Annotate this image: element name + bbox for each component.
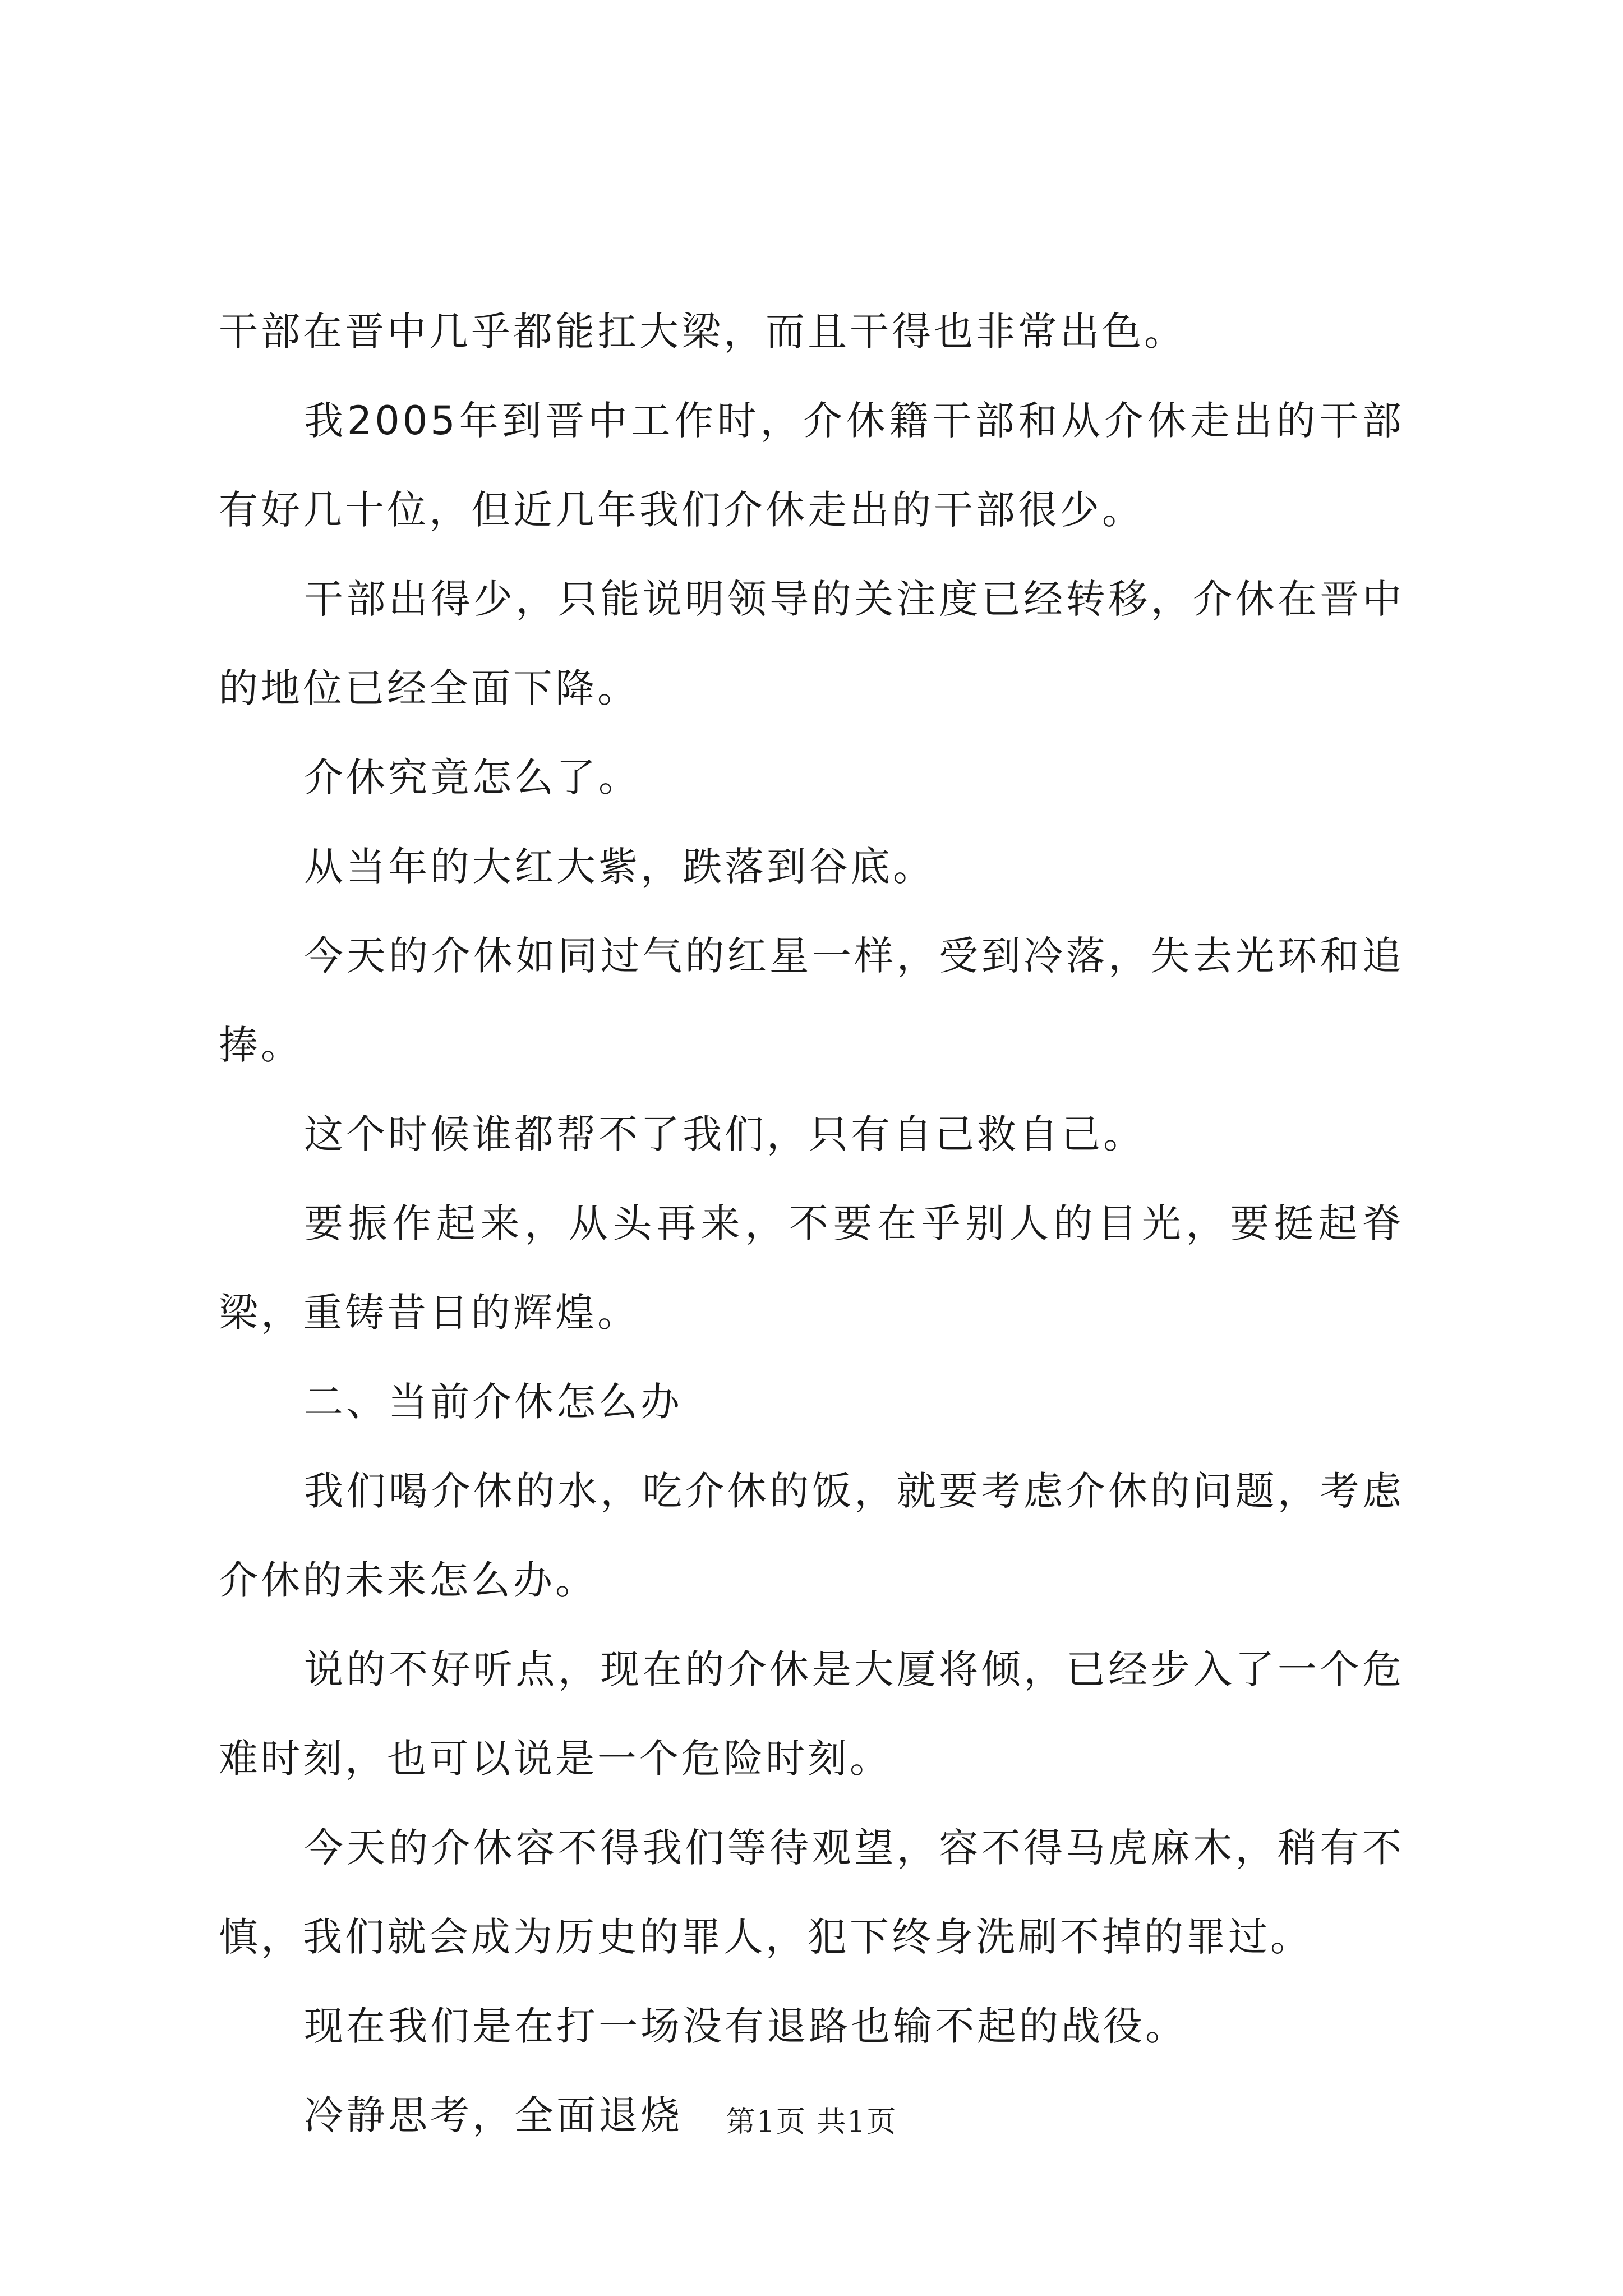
paragraph: 干部出得少，只能说明领导的关注度已经转移，介休在晋中的地位已经全面下降。 bbox=[219, 576, 1404, 711]
paragraph: 今天的介休如同过气的红星一样，受到冷落，失去光环和追捧。 bbox=[219, 933, 1404, 1068]
paragraph: 这个时候谁都帮不了我们，只有自己救自己。 bbox=[304, 1111, 1145, 1157]
page-number-label: 第1页 共1页 bbox=[726, 2105, 897, 2139]
section-heading: 二、当前介休怎么办 bbox=[304, 1379, 683, 1425]
paragraph: 冷静思考，全面退烧 bbox=[304, 2092, 683, 2138]
paragraph: 我们喝介休的水，吃介休的饭，就要考虑介休的问题，考虑介休的未来怎么办。 bbox=[219, 1468, 1404, 1603]
paragraph: 今天的介休容不得我们等待观望，容不得马虎麻木，稍有不慎，我们就会成为历史的罪人，犯下终身洗刷不掉的罪过。 bbox=[219, 1825, 1404, 1960]
paragraph: 介休究竟怎么了。 bbox=[304, 754, 640, 800]
paragraph: 从当年的大红大紫，跌落到谷底。 bbox=[304, 844, 935, 890]
paragraph: 现在我们是在打一场没有退路也输不起的战役。 bbox=[304, 2003, 1187, 2049]
paragraph: 说的不好听点，现在的介休是大厦将倾，已经步入了一个危难时刻，也可以说是一个危险时刻。 bbox=[219, 1646, 1404, 1782]
paragraph: 我2005年到晋中工作时，介休籍干部和从介休走出的干部有好几十位，但近几年我们介休走出的干部很少。 bbox=[219, 398, 1404, 533]
paragraph: 干部在晋中几乎都能扛大梁，而且干得也非常出色。 bbox=[219, 309, 1186, 355]
page-footer bbox=[0, 2102, 1623, 2142]
paragraph: 要振作起来，从头再来，不要在乎别人的目光，要挺起脊梁，重铸昔日的辉煌。 bbox=[219, 1200, 1404, 1336]
document-body bbox=[219, 287, 1404, 2160]
